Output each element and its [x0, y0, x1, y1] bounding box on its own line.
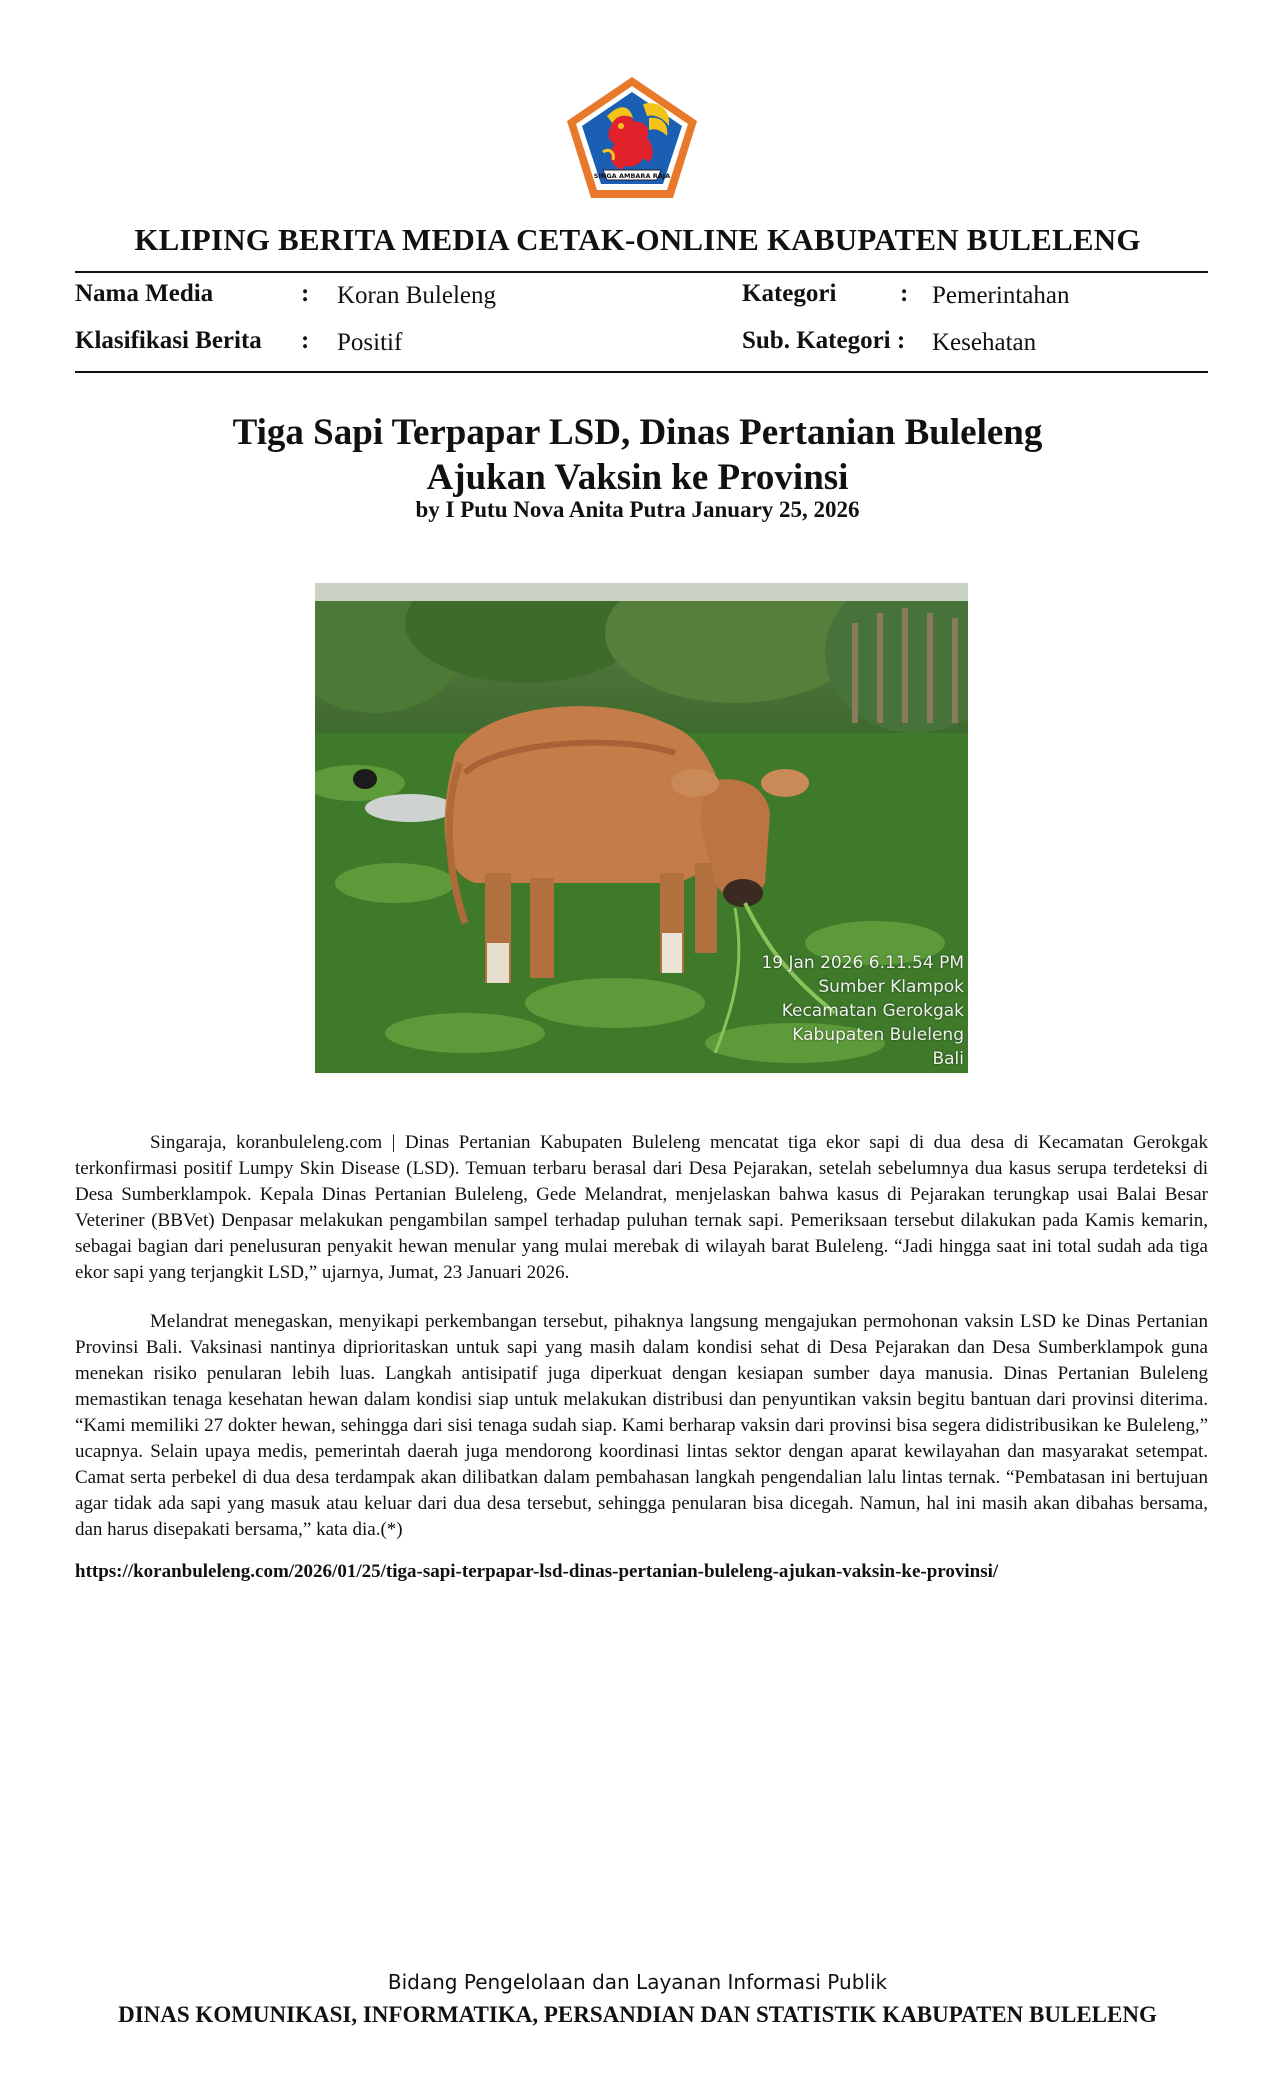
classification-label: Klasifikasi Berita	[75, 327, 262, 354]
source-url-link[interactable]: https://koranbuleleng.com/2026/01/25/tiga-sapi-terpapar-lsd-dinas-pertanian-buleleng-ajukan-vaksin-ke-provinsi/	[75, 1561, 999, 1582]
document-header-title: KLIPING BERITA MEDIA CETAK-ONLINE KABUPATEN BULELENG	[134, 222, 1141, 257]
header-rule-bottom	[75, 371, 1208, 373]
logo-motto-text: SINGA AMBARA RAJA	[593, 172, 671, 180]
category-value: Pemerintahan	[932, 282, 1070, 309]
photo-stamp-datetime: 19 Jan 2026 6.11.54 PM	[761, 953, 964, 973]
footer-division-name: Bidang Pengelolaan dan Layanan Informasi Publik	[387, 1970, 888, 1994]
article-byline: by I Putu Nova Anita Putra January 25, 2026	[415, 497, 860, 522]
classification-value: Positif	[337, 329, 403, 356]
buleleng-emblem-logo	[563, 74, 701, 202]
media-name-label: Nama Media	[75, 280, 214, 307]
media-name-colon: :	[301, 280, 310, 307]
category-colon: :	[900, 280, 909, 307]
article-paragraph-1: Singaraja, koranbuleleng.com | Dinas Pertanian Kabupaten Buleleng mencatat tiga ekor sapi di dua desa di Kecamatan Gerokgak terkonfirmasi positif Lumpy Skin Disease (LSD). Temuan terbaru berasal dari Desa Pejarakan, setelah sebelumnya dua kasus serupa terdeteksi di Desa Sumberklampok. Kepala Dinas Pertanian Buleleng, Gede Melandrat, menjelaskan bahwa kasus di Pejarakan terungkap usai Balai Besar Veteriner (BBVet) Denpasar melakukan pengambilan sampel terhadap puluhan ternak sapi. Pemeriksaan tersebut dilakukan pada Kamis kemarin, sebagai bagian dari penelusuran penyakit hewan menular yang mulai merebak di wilayah barat Buleleng. “Jadi hingga saat ini total sudah ada tiga ekor sapi yang terjangkit LSD,” ujarnya, Jumat, 23 Januari 2026.	[75, 1132, 1208, 1283]
photo-timestamp-overlay	[761, 951, 964, 1071]
article-headline	[0, 410, 1275, 500]
headline-line-2: Ajukan Vaksin ke Provinsi	[426, 457, 849, 498]
sub-category-value: Kesehatan	[932, 329, 1037, 356]
classification-colon: :	[301, 327, 310, 354]
photo-stamp-regency: Kabupaten Buleleng	[792, 1025, 964, 1045]
headline-line-1: Tiga Sapi Terpapar LSD, Dinas Pertanian Buleleng	[232, 412, 1043, 453]
sub-category-label: Sub. Kategori :	[742, 327, 906, 354]
photo-stamp-province: Bali	[932, 1049, 964, 1069]
article-paragraph-2: Melandrat menegaskan, menyikapi perkembangan tersebut, pihaknya langsung mengajukan permohonan vaksin LSD ke Dinas Pertanian Provinsi Bali. Vaksinasi nantinya diprioritaskan untuk sapi yang masih dalam kondisi sehat di Desa Pejarakan dan Desa Sumberklampok guna menekan risiko penularan lebih luas. Langkah antisipatif juga diperkuat dengan kesiapan sumber daya manusia. Dinas Pertanian Buleleng memastikan tenaga kesehatan hewan dalam kondisi siap untuk melakukan distribusi dan penyuntikan vaksin begitu bantuan dari provinsi diterima. “Kami memiliki 27 dokter hewan, sehingga dari sisi tenaga sudah siap. Kami berharap vaksin dari provinsi bisa segera didistribusikan ke Buleleng,” ucapnya. Selain upaya medis, pemerintah daerah juga mendorong koordinasi lintas sektor dengan aparat kewilayahan dan masyarakat setempat. Camat serta perbekel di dua desa terdampak akan dilibatkan dalam pembahasan langkah pengendalian lalu lintas ternak. “Pembatasan ini bertujuan agar tidak ada sapi yang masuk atau keluar dari dua desa tersebut, sehingga penularan bisa dicegah. Namun, hal ini masih akan dibahas bersama, dan harus disepakati bersama,” kata dia.(*)	[75, 1311, 1208, 1540]
article-photo-cow	[315, 583, 968, 1073]
media-name-value: Koran Buleleng	[337, 282, 496, 309]
category-label: Kategori	[742, 280, 837, 307]
header-rule-top	[75, 271, 1208, 273]
photo-stamp-district: Kecamatan Gerokgak	[781, 1001, 964, 1021]
footer-agency-name: DINAS KOMUNIKASI, INFORMATIKA, PERSANDIAN DAN STATISTIK KABUPATEN BULELENG	[118, 2002, 1157, 2027]
photo-stamp-location: Sumber Klampok	[818, 977, 964, 997]
